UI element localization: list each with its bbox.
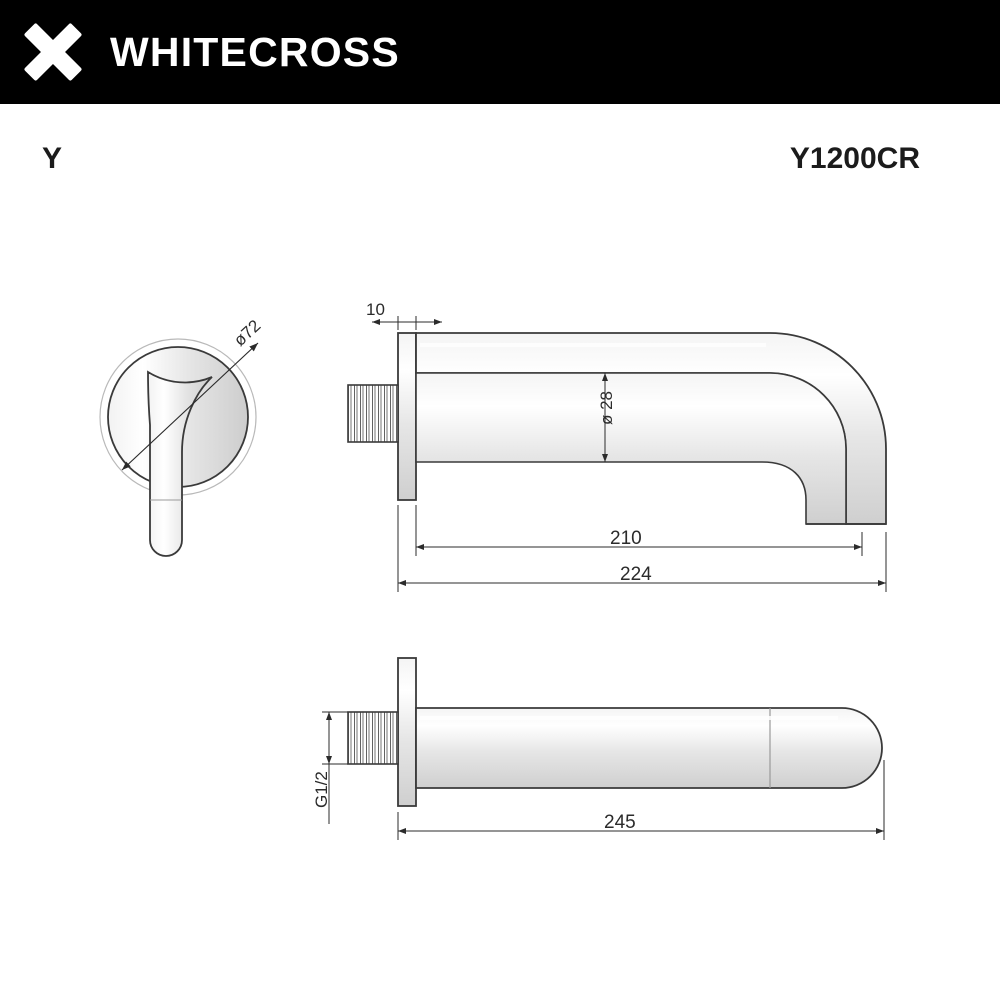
top-view-spout: [322, 658, 884, 840]
dim-label-diameter-72: ø72: [230, 316, 265, 350]
brand-name: WHITECROSS: [110, 28, 400, 75]
dim-label-10: 10: [366, 300, 385, 319]
dim-label-diameter-28: ø 28: [597, 390, 616, 425]
side-view-spout: [348, 316, 886, 592]
dim-label-210: 210: [610, 528, 642, 549]
dim-label-245: 245: [604, 812, 636, 833]
front-view-flange: [100, 339, 258, 556]
model-code: Y1200CR: [789, 142, 920, 175]
series-label: Y: [42, 142, 63, 175]
dim-label-224: 224: [620, 564, 652, 585]
dim-label-g12: G1/2: [312, 771, 331, 808]
